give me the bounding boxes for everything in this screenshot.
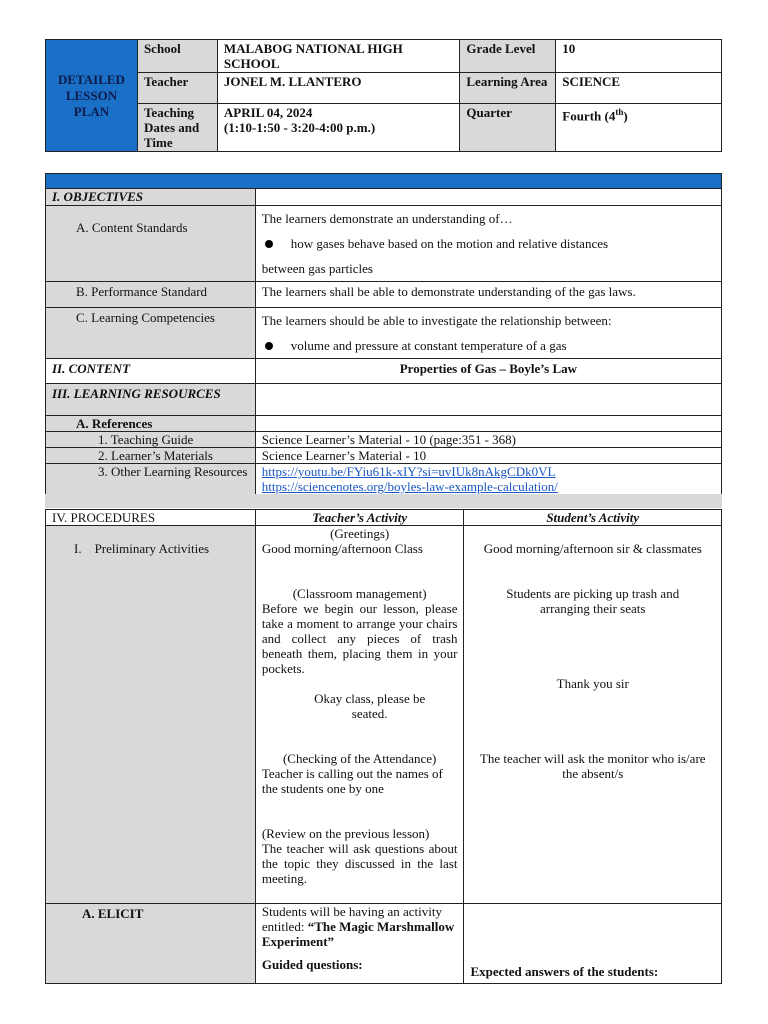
expected-answers: Expected answers of the students: [470,964,659,979]
dates-line-1: APRIL 04, 2024 [223,105,313,120]
bullet-icon [265,240,273,248]
competencies-intro: The learners should be able to investigate the relationship between: [261,313,612,328]
content-value: Properties of Gas – Boyle’s Law [255,359,721,384]
seated-teacher: Okay class, please be seated. [314,691,426,721]
procedures-table [45,509,722,984]
objectives-blue-bar [46,174,722,189]
teacher-activity-header: Teacher’s Activity [255,510,464,526]
grade-value: 10 [556,40,722,73]
preliminary-student-cell [464,526,722,904]
resources-title: III. LEARNING RESOURCES [46,384,256,416]
preliminary-label: I. Preliminary Activities [46,526,256,904]
performance-label: B. Performance Standard [46,282,256,308]
procedures-title: IV. PROCEDURES [46,510,256,526]
lesson-plan-header [45,39,722,152]
student-activity-header: Student’s Activity [464,510,722,526]
grade-label: Grade Level [460,40,556,73]
greetings-student: Good morning/afternoon sir & classmates [483,541,702,556]
bullet-icon [265,342,273,350]
quarter-value [556,104,722,152]
learners-materials-value: Science Learner’s Material - 10 [255,448,721,464]
sciencenotes-link[interactable]: https://sciencenotes.org/boyles-law-example-calculation/ [261,479,558,494]
content-standards-bullet-row [262,231,715,256]
objectives-table [45,173,722,495]
area-value: SCIENCE [556,73,722,104]
teaching-guide-label: 1. Teaching Guide [46,432,256,448]
preliminary-teacher-cell [255,526,464,904]
youtube-link[interactable]: https://youtu.be/FYiu61k-xIY?si=uvIUk8nAkgCDk0VL [261,464,556,479]
management-heading: (Classroom management) [292,586,427,601]
other-resources-links [255,464,721,495]
teacher-label: Teacher [137,73,217,104]
references-label: A. References [46,416,256,432]
content-standards-label: A. Content Standards [46,206,256,282]
dates-value [217,104,459,152]
elicit-activity: “The Magic Marshmallow Experiment” [261,919,455,949]
quarter-label: Quarter [460,104,556,152]
management-student: Students are picking up trash and arranging their seats [506,586,680,616]
school-label: School [137,40,217,73]
greetings-heading: (Greetings) [330,526,390,541]
attendance-heading: (Checking of the Attendance) [282,751,437,766]
quarter-text: Fourth (4 [562,108,616,124]
section-divider [45,494,722,508]
school-value: MALABOG NATIONAL HIGH SCHOOL [217,40,459,73]
greetings-teacher: Good morning/afternoon Class [261,541,423,556]
learners-materials-label: 2. Learner’s Materials [46,448,256,464]
attendance-student: The teacher will ask the monitor who is/are the absent/s [479,751,706,781]
review-teacher: The teacher will ask questions about the topic they discussed in the last meeting. [261,841,458,886]
competencies-cell [255,308,721,359]
attendance-teacher: Teacher is calling out the names of the students one by one [261,766,443,796]
dates-label: Teaching Dates and Time [137,104,217,152]
management-teacher: Before we begin our lesson, please take a moment to arrange your chairs and collect any pieces of trash beneath them, placing them in your pockets. [261,601,458,676]
content-standards-intro: The learners demonstrate an understanding of… [261,211,513,226]
teaching-guide-value: Science Learner’s Material - 10 (page:351 - 368) [255,432,721,448]
review-heading: (Review on the previous lesson) [261,826,430,841]
competencies-bullet-row [262,333,715,358]
elicit-label: A. ELICIT [46,904,256,984]
content-standards-cell [255,206,721,282]
content-standards-bullet: how gases behave based on the motion and relative distances [290,236,609,251]
plan-title-cell [46,40,138,152]
guided-questions: Guided questions: [261,957,363,972]
other-resources-label: 3. Other Learning Resources [46,464,256,495]
competencies-label: C. Learning Competencies [46,308,256,359]
content-standards-cont: between gas particles [261,261,373,276]
plan-title: DETAILED LESSON PLAN [58,71,125,119]
teacher-value: JONEL M. LLANTERO [217,73,459,104]
area-label: Learning Area [460,73,556,104]
elicit-teacher-cell [255,904,464,984]
competencies-bullet: volume and pressure at constant temperature of a gas [290,338,567,353]
elicit-intro: Students will be having an activity entitled: [261,904,443,934]
elicit-student-cell [464,904,722,984]
content-title: II. CONTENT [46,359,256,384]
dates-line-2: (1:10-1:50 - 3:20-4:00 p.m.) [223,120,376,135]
performance-text: The learners shall be able to demonstrate understanding of the gas laws. [255,282,721,308]
seated-student: Thank you sir [556,676,629,691]
objectives-title: I. OBJECTIVES [46,189,256,206]
quarter-close: ) [623,108,628,124]
quarter-sup: th [615,107,624,117]
